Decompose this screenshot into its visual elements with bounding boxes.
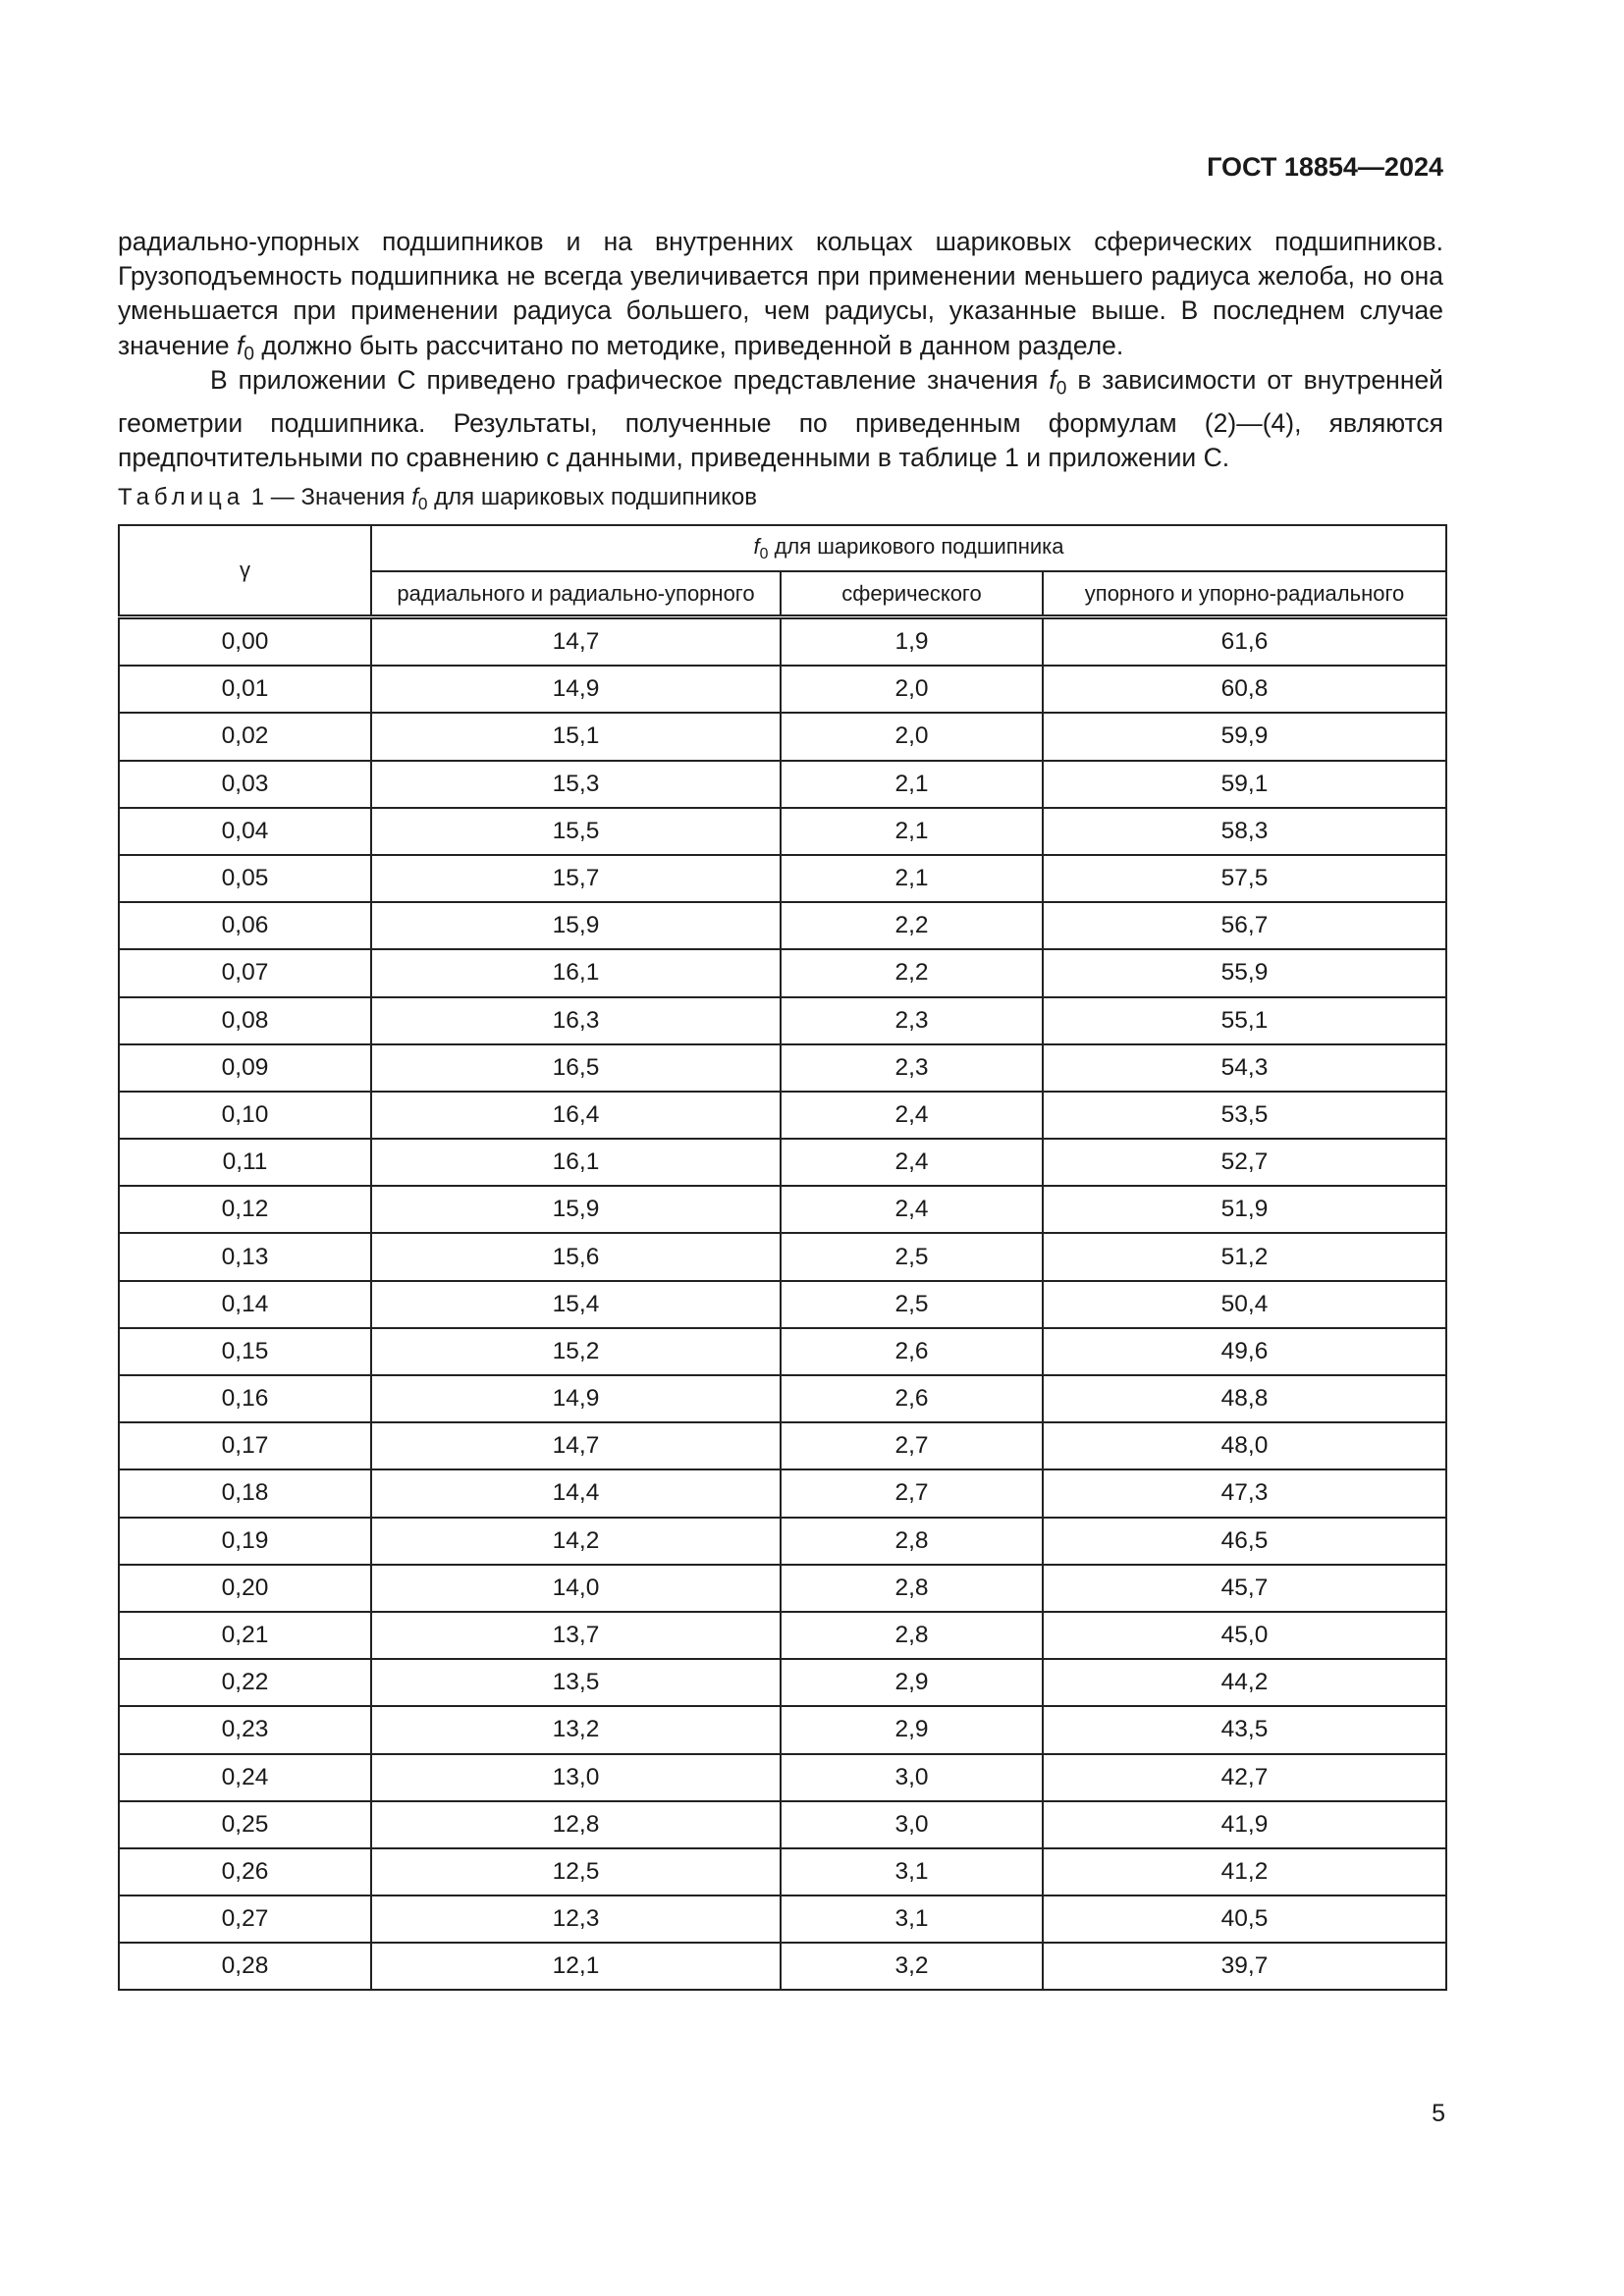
gamma-cell: 0,03	[119, 761, 371, 808]
table-row	[119, 1706, 1446, 1753]
spherical-value-cell: 2,4	[781, 1139, 1043, 1186]
thrust-value-cell: 48,8	[1043, 1375, 1446, 1422]
spherical-value-cell: 2,0	[781, 666, 1043, 713]
table-row	[119, 997, 1446, 1044]
table-row	[119, 1139, 1446, 1186]
gamma-cell: 0,17	[119, 1422, 371, 1469]
spherical-value-cell: 2,3	[781, 997, 1043, 1044]
table-row	[119, 949, 1446, 996]
table-row	[119, 1186, 1446, 1233]
spherical-value-cell: 2,0	[781, 713, 1043, 760]
gamma-cell: 0,20	[119, 1565, 371, 1612]
radial-value-cell: 14,7	[371, 617, 781, 667]
paragraph-text: радиально-упорных подшипников и на внутренних кольцах шариковых сферических подшипников. Грузоподъемность подшипника не всегда увеличивается при применении меньшего радиуса желоба, но она уменьшается при применении радиуса большего, чем радиусы, указанные выше. В последнем случае значение	[118, 227, 1443, 360]
table-caption-rest: для шариковых подшипников	[427, 484, 757, 510]
radial-value-cell: 13,2	[371, 1706, 781, 1753]
spherical-value-cell: 2,8	[781, 1565, 1043, 1612]
column-header-thrust: упорного и упорно-радиального	[1043, 571, 1446, 617]
gamma-cell: 0,27	[119, 1896, 371, 1943]
spherical-value-cell: 2,7	[781, 1469, 1043, 1517]
f-symbol: f	[411, 484, 418, 510]
spherical-value-cell: 2,1	[781, 855, 1043, 902]
thrust-value-cell: 40,5	[1043, 1896, 1446, 1943]
thrust-value-cell: 42,7	[1043, 1754, 1446, 1801]
thrust-value-cell: 51,9	[1043, 1186, 1446, 1233]
radial-value-cell: 16,4	[371, 1092, 781, 1139]
radial-value-cell: 12,8	[371, 1801, 781, 1848]
spherical-value-cell: 2,1	[781, 761, 1043, 808]
spherical-value-cell: 2,1	[781, 808, 1043, 855]
gamma-cell: 0,11	[119, 1139, 371, 1186]
radial-value-cell: 15,5	[371, 808, 781, 855]
radial-value-cell: 12,5	[371, 1848, 781, 1896]
radial-value-cell: 13,5	[371, 1659, 781, 1706]
gamma-cell: 0,07	[119, 949, 371, 996]
radial-value-cell: 15,1	[371, 713, 781, 760]
radial-value-cell: 16,3	[371, 997, 781, 1044]
spherical-value-cell: 3,1	[781, 1848, 1043, 1896]
gamma-cell: 0,06	[119, 902, 371, 949]
radial-value-cell: 14,9	[371, 666, 781, 713]
table-row	[119, 617, 1446, 667]
table-row	[119, 1896, 1446, 1943]
gamma-cell: 0,00	[119, 617, 371, 667]
table-row	[119, 1565, 1446, 1612]
gamma-cell: 0,04	[119, 808, 371, 855]
thrust-value-cell: 55,9	[1043, 949, 1446, 996]
spherical-value-cell: 2,5	[781, 1233, 1043, 1280]
document-code: ГОСТ 18854—2024	[1207, 152, 1443, 182]
radial-value-cell: 16,5	[371, 1044, 781, 1092]
gamma-cell: 0,08	[119, 997, 371, 1044]
gamma-cell: 0,23	[119, 1706, 371, 1753]
gamma-cell: 0,12	[119, 1186, 371, 1233]
gamma-cell: 0,18	[119, 1469, 371, 1517]
gamma-cell: 0,24	[119, 1754, 371, 1801]
f-subscript: 0	[759, 545, 769, 562]
gamma-cell: 0,13	[119, 1233, 371, 1280]
table-header-row	[119, 525, 1446, 571]
f0-values-table	[118, 524, 1447, 1991]
table-row	[119, 666, 1446, 713]
thrust-value-cell: 59,9	[1043, 713, 1446, 760]
table-row	[119, 1233, 1446, 1280]
spherical-value-cell: 2,6	[781, 1375, 1043, 1422]
f-symbol: f	[237, 330, 244, 360]
table-row	[119, 1092, 1446, 1139]
spherical-value-cell: 2,8	[781, 1518, 1043, 1565]
radial-value-cell: 14,2	[371, 1518, 781, 1565]
spherical-value-cell: 2,8	[781, 1612, 1043, 1659]
radial-value-cell: 15,6	[371, 1233, 781, 1280]
table-row	[119, 713, 1446, 760]
thrust-value-cell: 58,3	[1043, 808, 1446, 855]
thrust-value-cell: 60,8	[1043, 666, 1446, 713]
column-header-radial: радиального и радиально-упорного	[371, 571, 781, 617]
table-row	[119, 1422, 1446, 1469]
spherical-value-cell: 2,2	[781, 902, 1043, 949]
table-row	[119, 761, 1446, 808]
thrust-value-cell: 54,3	[1043, 1044, 1446, 1092]
gamma-cell: 0,15	[119, 1328, 371, 1375]
radial-value-cell: 13,7	[371, 1612, 781, 1659]
thrust-value-cell: 41,2	[1043, 1848, 1446, 1896]
thrust-value-cell: 56,7	[1043, 902, 1446, 949]
spherical-value-cell: 3,1	[781, 1896, 1043, 1943]
thrust-value-cell: 57,5	[1043, 855, 1446, 902]
table-row	[119, 1848, 1446, 1896]
spherical-value-cell: 1,9	[781, 617, 1043, 667]
thrust-value-cell: 45,7	[1043, 1565, 1446, 1612]
table-row	[119, 1659, 1446, 1706]
paragraph-text: в зависимости от внутренней геометрии подшипника. Результаты, полученные по приведенным формулам (2)—(4), являются предпочтительными по сравнению с данными, приведенными в таблице 1 и приложении С.	[118, 365, 1443, 473]
thrust-value-cell: 47,3	[1043, 1469, 1446, 1517]
f-symbol: f	[753, 533, 760, 559]
gamma-cell: 0,21	[119, 1612, 371, 1659]
page-number: 5	[1432, 2100, 1445, 2127]
radial-value-cell: 14,9	[371, 1375, 781, 1422]
table-row	[119, 1801, 1446, 1848]
spherical-value-cell: 2,3	[781, 1044, 1043, 1092]
thrust-value-cell: 51,2	[1043, 1233, 1446, 1280]
gamma-cell: 0,02	[119, 713, 371, 760]
table-row	[119, 1044, 1446, 1092]
thrust-value-cell: 44,2	[1043, 1659, 1446, 1706]
body-paragraph-1	[118, 225, 1443, 372]
thrust-value-cell: 52,7	[1043, 1139, 1446, 1186]
spherical-value-cell: 3,2	[781, 1943, 1043, 1990]
table-row	[119, 1612, 1446, 1659]
table-row	[119, 902, 1446, 949]
spherical-value-cell: 2,4	[781, 1186, 1043, 1233]
table-caption	[118, 483, 757, 518]
thrust-value-cell: 49,6	[1043, 1328, 1446, 1375]
f-subscript: 0	[1056, 378, 1067, 400]
table-row	[119, 855, 1446, 902]
group-header-text: для шарикового подшипника	[768, 533, 1064, 559]
paragraph-text: В приложении С приведено графическое представление значения	[210, 365, 1050, 395]
gamma-cell: 0,01	[119, 666, 371, 713]
radial-value-cell: 15,7	[371, 855, 781, 902]
spherical-value-cell: 3,0	[781, 1801, 1043, 1848]
paragraph-text: должно быть рассчитано по методике, приведенной в данном разделе.	[254, 330, 1124, 360]
radial-value-cell: 15,4	[371, 1281, 781, 1328]
gamma-cell: 0,28	[119, 1943, 371, 1990]
gamma-cell: 0,09	[119, 1044, 371, 1092]
table-row	[119, 1375, 1446, 1422]
f-subscript: 0	[244, 344, 255, 365]
thrust-value-cell: 45,0	[1043, 1612, 1446, 1659]
body-paragraph-2	[118, 363, 1443, 475]
thrust-value-cell: 50,4	[1043, 1281, 1446, 1328]
gamma-column-header: γ	[119, 525, 371, 617]
thrust-value-cell: 59,1	[1043, 761, 1446, 808]
f-symbol: f	[1049, 365, 1056, 395]
gamma-cell: 0,16	[119, 1375, 371, 1422]
column-header-spherical: сферического	[781, 571, 1043, 617]
radial-value-cell: 15,3	[371, 761, 781, 808]
gamma-cell: 0,14	[119, 1281, 371, 1328]
table-row	[119, 1943, 1446, 1990]
thrust-value-cell: 46,5	[1043, 1518, 1446, 1565]
radial-value-cell: 16,1	[371, 949, 781, 996]
spherical-value-cell: 2,9	[781, 1659, 1043, 1706]
spherical-value-cell: 2,4	[781, 1092, 1043, 1139]
f0-group-header	[371, 525, 1446, 571]
f-subscript: 0	[417, 494, 428, 514]
table-row	[119, 1469, 1446, 1517]
table-caption-number: 1 — Значения	[250, 484, 412, 510]
thrust-value-cell: 55,1	[1043, 997, 1446, 1044]
gamma-cell: 0,19	[119, 1518, 371, 1565]
radial-value-cell: 14,4	[371, 1469, 781, 1517]
spherical-value-cell: 2,2	[781, 949, 1043, 996]
thrust-value-cell: 61,6	[1043, 617, 1446, 667]
radial-value-cell: 14,0	[371, 1565, 781, 1612]
thrust-value-cell: 48,0	[1043, 1422, 1446, 1469]
spherical-value-cell: 2,5	[781, 1281, 1043, 1328]
table-row	[119, 1518, 1446, 1565]
table-caption-label: Таблица	[118, 484, 245, 510]
radial-value-cell: 12,3	[371, 1896, 781, 1943]
spherical-value-cell: 2,6	[781, 1328, 1043, 1375]
thrust-value-cell: 41,9	[1043, 1801, 1446, 1848]
radial-value-cell: 15,9	[371, 1186, 781, 1233]
spherical-value-cell: 2,9	[781, 1706, 1043, 1753]
radial-value-cell: 12,1	[371, 1943, 781, 1990]
table-row	[119, 1281, 1446, 1328]
thrust-value-cell: 39,7	[1043, 1943, 1446, 1990]
table-row	[119, 808, 1446, 855]
gamma-cell: 0,25	[119, 1801, 371, 1848]
table-body	[119, 617, 1446, 1991]
table-row	[119, 1754, 1446, 1801]
radial-value-cell: 13,0	[371, 1754, 781, 1801]
thrust-value-cell: 43,5	[1043, 1706, 1446, 1753]
gamma-cell: 0,05	[119, 855, 371, 902]
radial-value-cell: 16,1	[371, 1139, 781, 1186]
gamma-cell: 0,26	[119, 1848, 371, 1896]
radial-value-cell: 15,9	[371, 902, 781, 949]
spherical-value-cell: 3,0	[781, 1754, 1043, 1801]
spherical-value-cell: 2,7	[781, 1422, 1043, 1469]
thrust-value-cell: 53,5	[1043, 1092, 1446, 1139]
radial-value-cell: 15,2	[371, 1328, 781, 1375]
gamma-cell: 0,22	[119, 1659, 371, 1706]
gamma-cell: 0,10	[119, 1092, 371, 1139]
radial-value-cell: 14,7	[371, 1422, 781, 1469]
table-row	[119, 1328, 1446, 1375]
